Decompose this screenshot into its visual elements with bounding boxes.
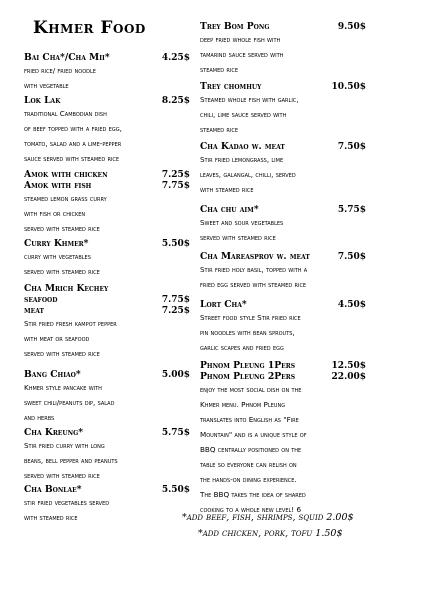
- description-line: served with steamed rice: [24, 349, 100, 358]
- description-line: deep fried whole fish with: [200, 35, 281, 44]
- description-line: cooking to a whole new level! 6: [200, 505, 302, 514]
- right-menu-item: [200, 299, 366, 355]
- description-line: Stir fried holy basil, topped with a: [200, 265, 308, 274]
- description-line: served with steamed rice: [24, 224, 100, 233]
- description-line: and herbs: [24, 413, 55, 422]
- description-line: fried rice/ fried noodle: [24, 66, 96, 75]
- left-menu-item: [24, 95, 190, 166]
- description-line: sauce served with steamed rice: [24, 154, 120, 163]
- description-line: pin noodles with bean sprouts,: [200, 328, 295, 337]
- dish-price: 5.00$: [161, 370, 190, 380]
- dish-name: Cha Mrich Kechey: [24, 283, 109, 294]
- dish-name: Cha Bonlae*: [24, 484, 82, 495]
- dish-price: 7.75$: [161, 295, 190, 305]
- dish-description: [24, 63, 190, 93]
- dish-name: Amok with chicken: [24, 169, 108, 180]
- dish-price: 7.50$: [337, 252, 366, 262]
- description-line: Stir fried fresh kampot pepper: [24, 319, 117, 328]
- menu-item-header: [24, 427, 190, 438]
- description-line: steamed lemon grass curry: [24, 194, 107, 203]
- dish-name: Phnom Pleung 2Pers: [200, 371, 296, 382]
- menu-title: Khmer Food: [33, 18, 146, 38]
- dish-name: Cha Kadao w. meat: [200, 141, 285, 152]
- description-line: tomato, salad and a lime-pepper: [24, 139, 122, 148]
- dish-price: 4.25$: [161, 53, 190, 63]
- description-line: The BBQ takes the idea of shared: [200, 490, 306, 499]
- left-menu-item: [24, 238, 190, 279]
- dish-description: [24, 495, 190, 525]
- description-line: the hands-on dining experience.: [200, 475, 297, 484]
- addon-note-2: *add chicken, pork, tofu 1.50$: [198, 528, 343, 539]
- description-line: with fish or chicken: [24, 209, 86, 218]
- dish-name: Trey chomhuy: [200, 81, 262, 92]
- menu-item-header: [24, 305, 190, 316]
- left-menu-item: [24, 283, 190, 361]
- menu-item-header: [24, 484, 190, 495]
- description-line: chili, lime sauce served with: [200, 110, 287, 119]
- description-line: stir fried vegetables served: [24, 498, 110, 507]
- description-line: Khmer style pancake with: [24, 383, 102, 392]
- dish-description: [24, 380, 190, 425]
- description-line: Mountain" and is a unique style of: [200, 430, 307, 439]
- left-menu-item: [24, 427, 190, 483]
- description-line: with meat or seafood: [24, 334, 90, 343]
- description-line: Khmer menu. Phnom Pleung: [200, 400, 286, 409]
- dish-description: [24, 249, 190, 279]
- menu-item-header: [24, 169, 190, 180]
- dish-description: [24, 106, 190, 166]
- menu-item-header: [24, 52, 190, 63]
- dish-description: [200, 152, 366, 197]
- description-line: steamed rice: [200, 125, 239, 134]
- dish-name: Lok Lak: [24, 95, 61, 106]
- dish-name: Trey Bom Pong: [200, 21, 270, 32]
- dish-description: [24, 191, 190, 236]
- description-line: Street food style Stir fried rice: [200, 313, 301, 322]
- dish-name: Bai Cha*/Cha Mii*: [24, 52, 110, 63]
- right-menu-item: [200, 81, 366, 137]
- right-menu-item: [200, 360, 366, 517]
- description-line: tamarind sauce served with: [200, 50, 284, 59]
- menu-item-header: [200, 204, 366, 215]
- dish-name: Cha chu aim*: [200, 204, 259, 215]
- dish-name: meat: [24, 305, 45, 316]
- right-menu-item: [200, 141, 366, 197]
- description-line: Stir fried curry with long: [24, 441, 105, 450]
- description-line: sweet chili/peanuts dip, salad: [24, 398, 115, 407]
- dish-description: [200, 32, 366, 77]
- description-line: Steamed whole fish with garlic,: [200, 95, 299, 104]
- description-line: Stir fried lemongrass, lime: [200, 155, 284, 164]
- dish-price: 5.75$: [161, 428, 190, 438]
- menu-item-header: [24, 369, 190, 380]
- right-menu-item: [200, 251, 366, 292]
- dish-name: Phnom Pleung 1Pers: [200, 360, 296, 371]
- right-menu-item: [200, 21, 366, 77]
- dish-name: Lort Cha*: [200, 299, 247, 310]
- dish-price: 12.50$: [331, 361, 366, 371]
- dish-name: Cha Kreung*: [24, 427, 84, 438]
- dish-price: 7.50$: [337, 142, 366, 152]
- description-line: with vegetable: [24, 81, 69, 90]
- left-menu-item: [24, 52, 190, 93]
- dish-price: 5.75$: [337, 205, 366, 215]
- description-line: served with steamed rice: [24, 267, 100, 276]
- dish-description: [24, 316, 190, 361]
- menu-item-header: [24, 95, 190, 106]
- dish-price: 7.25$: [161, 170, 190, 180]
- dish-description: [200, 310, 366, 355]
- left-menu-item: [24, 484, 190, 525]
- description-line: curry with vegetables: [24, 252, 91, 261]
- description-line: enjoy the most social dish on the: [200, 385, 302, 394]
- menu-item-header: [200, 371, 366, 382]
- menu-item-header: [200, 251, 366, 262]
- menu-item-header: [24, 294, 190, 305]
- dish-description: [200, 92, 366, 137]
- description-line: fried egg served with steamed rice: [200, 280, 307, 289]
- dish-price: 22.00$: [331, 372, 366, 382]
- dish-price: 8.25$: [161, 96, 190, 106]
- dish-name: Curry Khmer*: [24, 238, 89, 249]
- menu-item-header: [200, 299, 366, 310]
- dish-price: 9.50$: [337, 22, 366, 32]
- menu-item-header: [24, 238, 190, 249]
- dish-name: seafood: [24, 294, 58, 305]
- description-line: with steamed rice: [24, 513, 78, 522]
- menu-item-header: [200, 81, 366, 92]
- description-line: with steamed rice: [200, 185, 254, 194]
- description-line: garlic scapes and fried egg: [200, 343, 284, 352]
- dish-name: Cha Mareasprov w. meat: [200, 251, 310, 262]
- dish-description: [200, 262, 366, 292]
- description-line: beans, bell pepper and peanuts: [24, 456, 118, 465]
- dish-price: 7.75$: [161, 181, 190, 191]
- dish-description: [200, 382, 366, 517]
- menu-item-header: [200, 21, 366, 32]
- description-line: Sweet and sour vegetables: [200, 218, 284, 227]
- dish-description: [24, 438, 190, 483]
- dish-price: 7.25$: [161, 306, 190, 316]
- description-line: traditional Cambodian dish: [24, 109, 107, 118]
- description-line: served with steamed rice: [24, 471, 100, 480]
- addon-note-1: *add beef, fish, shrimps, squid 2.00$: [182, 512, 354, 523]
- menu-item-header: [24, 180, 190, 191]
- dish-name: Bang Chiao*: [24, 369, 81, 380]
- menu-item-header: [200, 141, 366, 152]
- dish-price: 4.50$: [337, 300, 366, 310]
- description-line: steamed rice: [200, 65, 239, 74]
- dish-name: Amok with fish: [24, 180, 92, 191]
- description-line: leaves, galangal, chilli, served: [200, 170, 296, 179]
- description-line: BBQ centrally positioned on the: [200, 445, 302, 454]
- menu-item-header: [24, 283, 190, 294]
- left-menu-item: [24, 369, 190, 425]
- dish-price: 5.50$: [161, 239, 190, 249]
- dish-description: [200, 215, 366, 245]
- dish-price: 10.50$: [331, 82, 366, 92]
- description-line: of beef topped with a fried egg,: [24, 124, 122, 133]
- left-menu-item: [24, 169, 190, 236]
- menu-item-header: [200, 360, 366, 371]
- right-menu-item: [200, 204, 366, 245]
- dish-price: 5.50$: [161, 485, 190, 495]
- description-line: served with steamed rice: [200, 233, 276, 242]
- description-line: table so everyone can relish on: [200, 460, 297, 469]
- description-line: translates into English as "Fire: [200, 415, 299, 424]
